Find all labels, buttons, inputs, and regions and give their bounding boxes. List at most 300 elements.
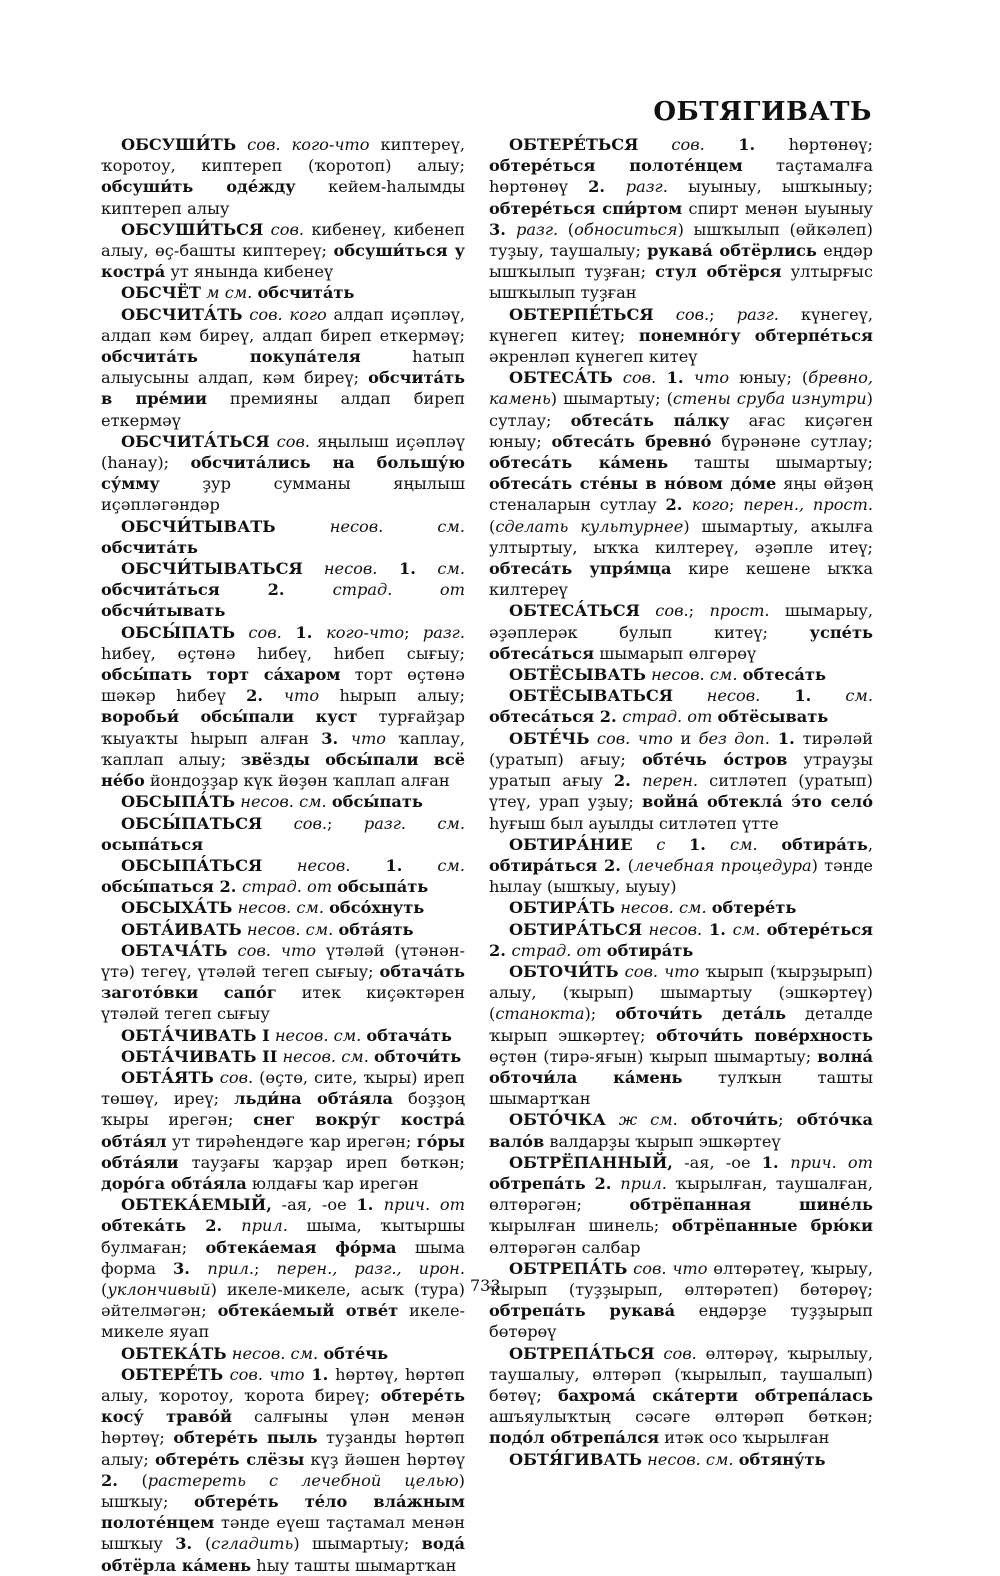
- entry-translation: йондоҙҙар күк йөҙөн ҡаплап алған: [144, 771, 450, 791]
- entry-translation: ) икеле-микеле, асыҡ (тура) әйтелмәгән;: [101, 1279, 465, 1321]
- entry-translation: һатып алыусыны алдап, кәм биреү;: [101, 347, 465, 388]
- entry-grammar-note: кого-что: [326, 622, 405, 642]
- entry-translation: (: [204, 1534, 212, 1554]
- entry-headword: ОБТЕ́ЧЬ: [509, 728, 590, 748]
- entry-headword: ОБТЕКА́ЕМЫЙ,: [121, 1195, 272, 1215]
- entry-translation: туҙанды һөртөп алыу;: [101, 1428, 465, 1469]
- entry-translation: ;: [404, 622, 423, 642]
- right-column: [489, 134, 873, 1470]
- entry-example: обсыпа́ть: [337, 877, 429, 897]
- entry-translation: таҫтамалға һөртөнөү: [489, 156, 873, 197]
- entry-example: 2.: [186, 1216, 242, 1236]
- entry-translation: торт өҫтөнә шәкәр һибеү: [101, 665, 465, 706]
- entry-example: обтира́ть: [606, 940, 694, 960]
- entry-grammar-note: сов. что: [223, 1364, 305, 1384]
- entry-headword: ОБТРЁПАННЫЙ,: [509, 1152, 673, 1172]
- entry-grammar-note: что: [283, 686, 320, 706]
- entry-example: обтеса́ть бревно́: [551, 431, 712, 451]
- entry-grammar-note: разг.: [736, 304, 779, 324]
- entry-translation: ;: [688, 601, 710, 621]
- entry-grammar-note: прич. от: [790, 1152, 873, 1172]
- entry-example: обтира́ть: [781, 834, 868, 854]
- entry-grammar-note: несов. см.: [277, 1046, 369, 1066]
- entry-grammar-note: м см.: [200, 283, 253, 303]
- entry-translation: валдарҙы ҡырып эшкәртеү: [544, 1131, 781, 1151]
- dictionary-entry: [101, 431, 465, 516]
- entry-grammar-note: несов. см.: [645, 665, 738, 685]
- entry-translation: ;: [254, 1258, 277, 1278]
- entry-translation: ағас киҫәген юныу;: [489, 410, 873, 451]
- entry-translation: ҡырып (ҡырҙырып) алыу, (ҡырып) шымартыу (эшкәртеү) (: [489, 961, 873, 1024]
- entry-translation: шымарыу, әҙәплерәк булып китеү;: [489, 601, 873, 642]
- entry-translation: [678, 1110, 691, 1129]
- entry-grammar-note: разг.: [422, 622, 465, 642]
- entry-example: обсы́пать торт са́харом: [101, 665, 341, 685]
- entry-headword: ОБТА́ИВАТЬ: [121, 919, 242, 939]
- entry-example: обсуши́ться у костра́: [101, 241, 465, 282]
- entry-example: обсчита́ть: [257, 283, 355, 303]
- entry-translation: һуғыш был ауылды ситләтеп үтте: [489, 813, 779, 833]
- entry-example: обтяну́ть: [738, 1449, 826, 1469]
- entry-grammar-note: страд. от: [511, 940, 602, 960]
- dictionary-entry: [101, 282, 465, 303]
- entry-example: доро́га обта́яла: [101, 1173, 247, 1193]
- entry-grammar-note: разг.: [516, 219, 559, 239]
- entry-translation: ) сутлау;: [489, 389, 873, 430]
- entry-translation: тулҡын ташты шымартҡан: [489, 1067, 873, 1109]
- entry-example: 2.: [213, 877, 243, 897]
- entry-headword: ОБТОЧИ́ТЬ: [509, 961, 619, 981]
- entry-example: обта́ять: [338, 919, 414, 939]
- entry-translation: күҙ йәшен һөртөү: [304, 1449, 465, 1469]
- entry-example: 1.: [350, 855, 438, 875]
- entry-example: обтеса́ть: [742, 665, 826, 685]
- entry-translation: ҡаплау, ҡаплап алыу;: [101, 728, 465, 769]
- dictionary-entry: [489, 304, 873, 368]
- entry-headword: ОБСЫ́ПАТЬ: [121, 622, 236, 642]
- entry-translation: кире кешене ыҡҡа килтереү: [489, 559, 873, 600]
- entry-grammar-note: несов.: [262, 855, 351, 875]
- entry-example: обтере́ться спи́ртом: [489, 198, 683, 218]
- entry-grammar-note: прост.: [709, 601, 770, 621]
- page-number: 733: [470, 1276, 501, 1295]
- entry-grammar-note: сов.: [269, 431, 311, 451]
- entry-headword: ОБТИРА́ТЬСЯ: [509, 919, 643, 939]
- entry-example: льди́на обта́яла: [234, 1089, 394, 1109]
- entry-grammar-note: страд. от: [242, 877, 333, 897]
- dictionary-entry: [489, 1152, 873, 1258]
- entry-grammar-note: несов.: [302, 559, 378, 579]
- entry-headword: ОБТРЕПА́ТЬ: [509, 1258, 628, 1278]
- entry-grammar-note: сов.: [213, 1067, 254, 1087]
- dictionary-entry: [489, 1258, 873, 1343]
- entry-example: 2.: [594, 707, 623, 727]
- dictionary-entry: [101, 134, 465, 219]
- entry-translation: );: [584, 1004, 616, 1024]
- entry-translation: ташты шымартыу;: [668, 453, 874, 473]
- entry-example: 3.: [321, 728, 351, 748]
- entry-headword: ОБСЧИ́ТЫВАТЬ: [121, 516, 276, 536]
- entry-translation: ашъяулыҡтың сәсәге өлтөрәп бөткән;: [489, 1407, 873, 1427]
- entry-translation: тәнде еүеш таҫтамал менән ышҡыу: [101, 1513, 465, 1554]
- entry-grammar-note: несов. см.: [269, 1025, 362, 1045]
- entry-translation: ) тәнде һылау (ышҡыу, ыуыу): [489, 855, 873, 897]
- entry-example: обтере́ть те́ло вла́жным полоте́нцем: [101, 1492, 465, 1533]
- entry-example: 2.: [585, 1173, 621, 1193]
- entry-grammar-note: с: [632, 834, 689, 854]
- entry-example: снег вокру́г костра́ обта́ял: [101, 1110, 465, 1151]
- entry-example: обсчита́ться: [101, 580, 220, 600]
- entry-translation: ут янында кибенеү: [165, 262, 334, 282]
- entry-example: обтача́ть загото́вки сапо́г: [101, 961, 465, 1003]
- entry-grammar-note: растереть с лечебной целью: [147, 1470, 459, 1490]
- entry-grammar-note: несов. см.: [275, 516, 465, 536]
- dictionary-entry: [489, 685, 873, 727]
- entry-translation: өлтөрәтеү, ҡырыу, ҡырып (туҙҙырып, өлтөрәтеп) бөтөрөү;: [489, 1258, 873, 1299]
- entry-translation: һыу ташты шымартҡан: [251, 1555, 457, 1575]
- dictionary-entry: [101, 1364, 465, 1576]
- entry-example: обтеса́ть ка́мень: [489, 453, 669, 473]
- entry-example: обтека́емый отве́т: [217, 1301, 399, 1321]
- entry-translation: шыма, ҡытыршы булмаған;: [101, 1216, 466, 1257]
- entry-translation: и: [672, 728, 699, 748]
- entry-grammar-note: страд. от: [332, 580, 466, 600]
- entry-grammar-note: сделать культурнее: [495, 516, 684, 536]
- entry-example: обсы́паться: [101, 877, 214, 897]
- entry-translation: ултырғыс ышҡылып туҙған: [489, 262, 874, 303]
- entry-headword: ОБСЧИ́ТЫВАТЬСЯ: [121, 559, 303, 579]
- dictionary-entry: [101, 304, 465, 431]
- dictionary-entry: [489, 600, 873, 664]
- dictionary-entry: [489, 728, 873, 834]
- entry-translation: ;: [327, 813, 364, 833]
- entry-grammar-note: разг.: [625, 177, 668, 197]
- entry-headword: ОБСЧЁТ: [121, 283, 201, 303]
- entry-grammar-note: сов.: [612, 368, 657, 388]
- entry-translation: [758, 835, 782, 854]
- entry-example: обсо́хнуть: [329, 898, 425, 918]
- entry-example: обтрёпанные брю́ки: [671, 1216, 873, 1236]
- entry-translation: итек киҫәктәрен үтәләй тегеп сығыу: [101, 983, 466, 1024]
- entry-translation: утрауҙы уратып ағыу: [489, 749, 873, 791]
- entry-grammar-note: сов. что: [227, 940, 317, 960]
- entry-grammar-note: обноситься: [574, 219, 678, 239]
- entry-example: обте́чь: [323, 1343, 389, 1363]
- entry-headword: ОБТАЧА́ТЬ: [121, 940, 228, 960]
- entry-grammar-note: стены сруба изнутри: [672, 389, 867, 409]
- entry-grammar-note: сов.: [638, 135, 705, 154]
- entry-grammar-note: что: [350, 728, 387, 748]
- dictionary-entry: [489, 1449, 873, 1470]
- entry-grammar-note: бревно, камень: [489, 368, 873, 409]
- entry-grammar-note: лечебная процедура: [633, 855, 812, 875]
- entry-headword: ОБТА́ЯТЬ: [121, 1067, 214, 1087]
- entry-translation: юныу; (: [729, 368, 809, 388]
- entry-grammar-note: несов.: [673, 686, 761, 706]
- entry-translation: ҡырылған, таушалған, өлтөрәгән;: [489, 1173, 873, 1215]
- entry-example: 2.: [489, 940, 512, 960]
- entry-grammar-note: сов.: [235, 622, 282, 642]
- entry-example: обсчита́ть в пре́мии: [101, 368, 465, 409]
- entry-grammar-note: станокта: [495, 1004, 585, 1024]
- dictionary-entry: [489, 897, 873, 918]
- entry-grammar-note: сов.: [654, 1343, 697, 1363]
- dictionary-entry: [101, 940, 465, 1025]
- entry-grammar-note: сов. что: [618, 961, 700, 981]
- entry-translation: һибеү, өҫтөнә һибеү, һибеп сығыу;: [101, 643, 465, 663]
- entry-example: обтеса́ть па́лку: [570, 410, 730, 430]
- entry-translation: һөртөнөү;: [788, 135, 873, 154]
- entry-example: 1.: [356, 1195, 384, 1215]
- entry-example: обсы́пать: [331, 792, 423, 812]
- entry-translation: өҫтөн (тирә-яғын) ҡырып шымартыу;: [489, 1046, 818, 1066]
- entry-example: го́ры обта́яли: [101, 1131, 465, 1172]
- entry-example: 1.: [304, 1364, 336, 1384]
- entry-headword: ОБСЫХА́ТЬ: [121, 898, 233, 918]
- entry-translation: ҙур сумманы яңылыш иҫәпләгәндәр: [101, 474, 465, 515]
- entry-example: обсчита́лись на большу́ю су́мму: [101, 453, 465, 494]
- entry-translation: тауҙағы ҡарҙар иреп бөткән;: [178, 1152, 465, 1172]
- entry-grammar-note: см.: [437, 855, 465, 875]
- entry-headword: ОБСЫПА́ТЬСЯ: [121, 855, 263, 875]
- entry-translation: өлтөрәгән салбар: [489, 1237, 641, 1257]
- entry-headword: ОБСЧИТА́ТЬ: [121, 304, 243, 324]
- entry-grammar-note: перен., прост.: [743, 495, 873, 515]
- entry-grammar-note: несов. см.: [642, 1449, 734, 1469]
- entry-example: обточи́ть дета́ль: [615, 1004, 787, 1024]
- entry-translation: спирт менән ыуыныу: [682, 198, 873, 218]
- entry-example: бахрома́ ска́терти обтрепа́лась: [557, 1385, 873, 1405]
- entry-translation: ) шымартыу, аҡылға ултыртыу, ыҡҡа килтереү, әҙәпле итеү;: [489, 516, 873, 557]
- entry-headword: ОБТО́ЧКА: [509, 1110, 606, 1130]
- entry-translation: ыуыныу, ышҡыныу;: [667, 177, 873, 197]
- entry-grammar-note: уклончивый: [107, 1279, 211, 1299]
- entry-translation: -ая, -ое: [271, 1195, 357, 1215]
- entry-translation: киптереү, ҡоротоу, киптереп (ҡоротоп) алыу;: [101, 135, 465, 176]
- entry-headword: ОБТЕРЕ́ТЬСЯ: [509, 135, 639, 154]
- entry-headword: ОБСЫ́ПАТЬСЯ: [121, 813, 263, 833]
- dictionary-entry: [101, 1046, 465, 1067]
- entry-example: обтеса́ться: [489, 707, 595, 727]
- entry-headword: ОБТА́ЧИВАТЬ I: [121, 1025, 270, 1045]
- entry-example: 2.: [219, 580, 333, 600]
- dictionary-entry: [101, 1025, 465, 1046]
- entry-example: обтере́ть слёзы: [154, 1449, 305, 1469]
- entry-example: 1.: [656, 368, 694, 388]
- dictionary-entry: [489, 961, 873, 1109]
- entry-translation: (өҫтө, сите, ҡыры) иреп төшөү, иреү;: [101, 1067, 465, 1109]
- entry-grammar-note: перен.: [642, 771, 699, 791]
- entry-example: обто́чка вало́в: [489, 1110, 873, 1151]
- entry-grammar-note: сов.: [653, 304, 710, 324]
- dictionary-entry: [489, 664, 873, 685]
- entry-example: 1.: [769, 728, 803, 748]
- entry-example: обсчи́тывать: [101, 601, 226, 621]
- entry-translation: шыма форма: [101, 1237, 466, 1278]
- entry-grammar-note: сов.: [639, 601, 689, 621]
- entry-translation: әкренләп күнегеп китеү: [489, 347, 698, 367]
- entry-example: рукава́ обтёрлись: [647, 241, 817, 261]
- entry-example: обтеса́ть упря́мца: [489, 559, 672, 579]
- entry-example: волна́ обточи́ла ка́мень: [489, 1046, 873, 1087]
- entry-example: война́ обтекла́ э́то село́: [641, 792, 874, 812]
- entry-grammar-note: см.: [437, 559, 465, 579]
- entry-grammar-note: несов. см.: [235, 792, 327, 812]
- entry-example: воробьи́ обсы́пали куст: [101, 707, 358, 727]
- entry-translation: бүрәнәне сутлау;: [711, 431, 873, 451]
- entry-example: 2.: [246, 686, 284, 706]
- left-column: [101, 134, 465, 1576]
- entry-translation: еңдәрҙе туҙҙырып бөтөрөү: [489, 1301, 873, 1342]
- entry-translation: ,: [867, 834, 873, 854]
- entry-translation: деталде ҡырып эшкәртеү;: [489, 1004, 873, 1045]
- entry-grammar-note: несов. см.: [232, 898, 324, 918]
- entry-example: понемно́гу обтерпе́ться: [638, 325, 873, 345]
- entry-headword: ОБТИРА́НИЕ: [509, 834, 633, 854]
- entry-grammar-note: см.: [730, 834, 758, 854]
- entry-translation: тирәләй (уратып) ағыу;: [489, 728, 873, 769]
- entry-translation: салғыны үлән менән һөртөү;: [101, 1407, 466, 1448]
- entry-grammar-note: прил.: [620, 1173, 667, 1193]
- entry-example: обтрёпанная шине́ль: [629, 1195, 873, 1215]
- entry-headword: ОБТЁСЫВАТЬ: [509, 665, 646, 685]
- entry-translation: яңылыш иҫәпләү (һанау);: [101, 431, 465, 473]
- entry-example: 3.: [173, 1258, 208, 1278]
- entry-headword: ОБТЕКА́ТЬ: [121, 1343, 227, 1363]
- entry-example: обтача́ть: [366, 1025, 452, 1045]
- entry-headword: ОБСУШИ́ТЬ: [121, 135, 237, 154]
- entry-headword: ОБСЧИТА́ТЬСЯ: [121, 431, 270, 451]
- entry-grammar-note: см.: [845, 686, 873, 706]
- entry-translation: ;: [709, 304, 737, 324]
- entry-translation: (: [489, 516, 496, 536]
- entry-grammar-note: кого: [691, 495, 730, 515]
- entry-example: звёзды обсы́пали всё не́бо: [101, 749, 465, 791]
- dictionary-entry: [101, 897, 465, 918]
- entry-grammar-note: сов. кого: [242, 304, 327, 324]
- entry-grammar-note: прил.: [241, 1216, 288, 1236]
- entry-example: обтере́ть: [711, 898, 797, 918]
- entry-headword: ОБТРЕПА́ТЬСЯ: [509, 1343, 655, 1363]
- entry-translation: юлдағы ҡар ирегән: [246, 1173, 419, 1193]
- dictionary-entry: [101, 813, 465, 855]
- entry-translation: премияны алдап биреп еткермәү: [101, 389, 465, 430]
- entry-translation: ;: [729, 495, 744, 515]
- entry-translation: -ая, -ое: [672, 1152, 762, 1172]
- entry-grammar-note: сов.: [263, 219, 305, 239]
- dictionary-entry: [489, 1343, 873, 1449]
- entry-grammar-note: прич. от: [383, 1195, 465, 1215]
- entry-example: обтрепа́ть рукава́: [489, 1301, 676, 1321]
- entry-translation: яңы өйҙөң стеналарын сутлау: [489, 474, 873, 515]
- entry-grammar-note: разг. см.: [363, 813, 466, 833]
- entry-headword: ОБТИРА́ТЬ: [509, 898, 616, 918]
- entry-grammar-note: ж см.: [605, 1110, 678, 1130]
- entry-grammar-note: сов. что: [589, 728, 673, 748]
- entry-example: обтере́ться полоте́нцем: [489, 156, 743, 176]
- entry-example: успе́ть обтеса́ться: [489, 622, 873, 663]
- entry-headword: ОБТЕСА́ТЬ: [509, 368, 613, 388]
- entry-headword: ОБТЁСЫВАТЬСЯ: [509, 686, 674, 706]
- dictionary-entry: [101, 919, 465, 940]
- entry-headword: ОБСЫПА́ТЬ: [121, 792, 236, 812]
- entry-example: 1.: [688, 834, 731, 854]
- dictionary-entry: [101, 1343, 465, 1364]
- entry-example: обтёсывать: [717, 707, 829, 727]
- entry-headword: ОБТЕСА́ТЬСЯ: [509, 601, 640, 621]
- dictionary-entry: [101, 1067, 465, 1194]
- entry-translation: итәк осо ҡырылған: [659, 1428, 830, 1448]
- entry-example: 3.: [489, 219, 516, 239]
- entry-translation: өлтөрәү, ҡырылыу, таушалыу, өлтөрәп (ҡырылып, таушалып) бөтөү;: [489, 1343, 873, 1405]
- entry-grammar-note: несов.: [642, 919, 703, 939]
- entry-translation: ) шымартыу; (: [550, 389, 673, 409]
- entry-example: 1.: [702, 919, 733, 939]
- entry-example: осыпа́ться: [101, 834, 204, 854]
- entry-grammar-note: несов. см.: [615, 898, 707, 918]
- entry-grammar-note: несов. см.: [226, 1343, 319, 1363]
- entry-grammar-note: несов. см.: [241, 919, 334, 939]
- entry-example: 2.: [665, 495, 692, 515]
- entry-example: обтере́ть пыль: [173, 1428, 318, 1448]
- dictionary-entry: [489, 1109, 873, 1151]
- dictionary-entry: [101, 219, 465, 283]
- entry-example: 2.: [101, 1470, 142, 1490]
- entry-example: 1.: [761, 1152, 791, 1172]
- dictionary-entry: [101, 558, 465, 622]
- entry-example: обтеса́ть сте́ны в но́вом до́ме: [489, 474, 777, 494]
- entry-example: 1.: [377, 559, 438, 579]
- entry-example: 3.: [175, 1534, 205, 1554]
- dictionary-entry: [101, 791, 465, 812]
- entry-headword: ОБТЕРПЕ́ТЬСЯ: [509, 304, 654, 324]
- entry-translation: (: [558, 219, 575, 239]
- entry-headword: ОБТА́ЧИВАТЬ II: [121, 1046, 278, 1066]
- entry-example: обсчита́ть покупа́теля: [101, 347, 361, 367]
- entry-example: 1.: [281, 622, 327, 642]
- entry-headword: ОБТЯ́ГИВАТЬ: [509, 1449, 642, 1469]
- entry-example: подо́л обтрепа́лся: [489, 1428, 660, 1448]
- entry-example: обточи́ть пове́рхность: [655, 1025, 873, 1045]
- entry-grammar-note: перен., разг., ирон.: [276, 1258, 465, 1278]
- entry-translation: (: [141, 1470, 148, 1490]
- entry-translation: ҡырылған шинель;: [489, 1216, 672, 1236]
- entry-translation: ) шымартыу;: [293, 1534, 422, 1554]
- entry-grammar-note: что: [694, 368, 730, 388]
- entry-example: 2.: [613, 771, 643, 791]
- entry-example: 2.: [588, 177, 626, 197]
- entry-translation: алдап иҫәпләү, алдап кәм биреү, алдап биреп еткермәү;: [101, 304, 465, 345]
- entry-translation: ситләтеп (уратып) үтеү, урап уҙыу;: [489, 771, 873, 812]
- entry-grammar-note: сов. что: [627, 1258, 708, 1278]
- entry-translation: турғайҙар ҡыуаҡты һырып алған: [101, 707, 466, 748]
- entry-example: обтека́емая фо́рма: [205, 1237, 397, 1257]
- entry-example: обтере́ться: [766, 919, 873, 939]
- entry-headword: ОБТЕРЕ́ТЬ: [121, 1364, 224, 1384]
- dictionary-entry: [489, 367, 873, 600]
- entry-example: стул обтёрся: [655, 262, 782, 282]
- entry-example: обтрепа́ть: [489, 1173, 586, 1193]
- entry-translation: кибенеү, кибенеп алыу, өҫ-башты киптереү;: [101, 219, 465, 261]
- dictionary-entry: [101, 622, 465, 792]
- dictionary-entry: [101, 1194, 465, 1342]
- entry-example: обтира́ться: [489, 855, 598, 875]
- entry-headword: ОБСУШИ́ТЬСЯ: [121, 219, 264, 239]
- entry-translation: һырып алыу;: [319, 686, 465, 706]
- entry-grammar-note: без доп.: [698, 728, 770, 748]
- entry-translation: икеле-микеле яуап: [101, 1301, 465, 1342]
- entry-grammar-note: сгладить: [211, 1534, 294, 1554]
